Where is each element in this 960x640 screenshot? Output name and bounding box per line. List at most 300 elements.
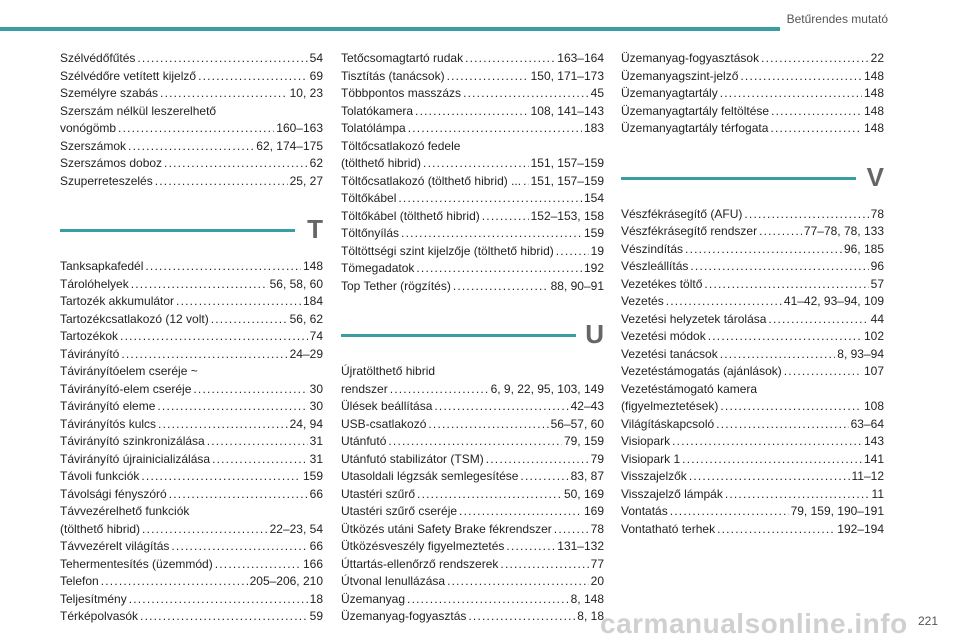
entry-title: Tetőcsomagtartó rudak	[341, 51, 464, 65]
dot-leader	[556, 243, 589, 261]
index-entry	[60, 591, 323, 609]
entry-pages: 8, 148	[570, 591, 604, 606]
entry-pages: 24, 94	[289, 416, 323, 431]
index-entry	[621, 223, 884, 241]
entry-title: rendszer	[341, 381, 388, 396]
entry-group-top	[341, 50, 604, 295]
entry-pages: 30	[309, 399, 323, 413]
dot-leader	[716, 416, 848, 434]
entry-title: Vontatás	[621, 504, 668, 518]
dot-leader	[157, 398, 307, 416]
dot-leader	[784, 363, 862, 381]
dot-leader	[390, 381, 489, 399]
index-entry	[60, 381, 323, 399]
index-entry	[621, 503, 884, 521]
index-entry	[621, 486, 884, 504]
entry-group-bottom	[621, 206, 884, 539]
index-entry	[341, 243, 604, 261]
dot-leader	[685, 241, 842, 259]
index-entry	[621, 311, 884, 329]
entry-pages: 102	[863, 329, 884, 343]
entry-pages: 79	[590, 451, 604, 466]
dot-leader	[554, 521, 589, 539]
entry-pages: 59	[309, 609, 323, 623]
dot-leader	[198, 68, 308, 86]
entry-pages: 160–163	[276, 121, 323, 135]
entry-title: Vezetési tanácsok	[621, 346, 718, 361]
entry-pages: 78	[870, 206, 884, 221]
entry-title: Tartozék akkumulátor	[60, 294, 175, 308]
entry-pages: 163–164	[557, 51, 604, 65]
entry-pages: 74	[309, 329, 323, 343]
dot-leader	[215, 556, 301, 574]
dot-leader	[398, 190, 582, 208]
entry-title: Utasoldali légzsák semlegesítése	[341, 469, 519, 483]
index-entry	[60, 398, 323, 416]
entry-title: Utánfutó stabilizátor (TSM)	[341, 451, 484, 466]
entry-title: Töltőnyílás	[341, 226, 400, 240]
index-entry	[60, 573, 323, 591]
index-entry	[341, 573, 604, 591]
entry-title: USB-csatlakozó	[341, 416, 427, 431]
entry-title: Utastéri szűrő cseréje	[341, 504, 458, 518]
entry-title: Üzemanyagtartály feltöltése	[621, 103, 770, 118]
index-entry	[60, 521, 323, 539]
index-entry	[60, 608, 323, 626]
index-entry	[341, 103, 604, 121]
entry-title: Szélvédőre vetített kijelző	[60, 68, 197, 83]
dot-leader	[500, 556, 588, 574]
index-entry	[60, 486, 323, 504]
dot-leader	[717, 521, 835, 539]
index-entry	[621, 433, 884, 451]
entry-pages: 19	[590, 243, 604, 258]
entry-pages: 148	[863, 68, 884, 83]
entry-title: Tárolóhelyek	[60, 276, 129, 291]
entry-pages: 192	[583, 261, 604, 275]
entry-pages: 77	[590, 556, 604, 571]
entry-pages: 154	[583, 191, 604, 205]
index-entry	[621, 451, 884, 469]
entry-pages: 56–57, 60	[550, 416, 604, 431]
dot-leader	[141, 468, 301, 486]
entry-title: Töltőcsatlakozó (tölthető hibrid) ...	[341, 173, 522, 188]
dot-leader	[720, 398, 862, 416]
index-entry	[621, 293, 884, 311]
dot-leader	[158, 416, 288, 434]
entry-title: Személyre szabás	[60, 86, 159, 100]
index-entry-heading: Töltőcsatlakozó fedele	[341, 138, 461, 153]
dot-leader	[486, 451, 589, 469]
entry-title: Visszajelző lámpák	[621, 486, 723, 501]
dot-leader	[771, 103, 862, 121]
entry-pages: 22	[870, 51, 884, 65]
entry-pages: 31	[309, 451, 323, 466]
entry-title: Vészleállítás	[621, 259, 689, 273]
section-letter: T	[307, 214, 323, 244]
entry-title: Távirányító eleme	[60, 399, 156, 413]
entry-pages: 79, 159	[563, 434, 604, 448]
entry-title: (tölthető hibrid)	[341, 156, 422, 170]
index-entry	[341, 68, 604, 86]
index-entry	[341, 503, 604, 521]
dot-leader	[140, 608, 308, 626]
dot-leader	[670, 503, 789, 521]
entry-title: Telefon	[60, 574, 99, 588]
entry-pages: 10, 23	[289, 86, 323, 100]
entry-title: Visiopark	[621, 434, 671, 448]
dot-leader	[506, 538, 555, 556]
index-entry	[60, 258, 323, 276]
entry-title: Üzemanyagtartály térfogata	[621, 121, 769, 135]
page-header-title: Betűrendes mutató	[786, 12, 888, 26]
entry-pages: 151, 157–159	[530, 173, 604, 188]
dot-leader	[120, 328, 308, 346]
entry-group-top	[621, 50, 884, 138]
index-entry	[341, 398, 604, 416]
index-entry-heading: Szerszám nélkül leszerelhető	[60, 103, 217, 118]
index-entry	[60, 556, 323, 574]
index-entry	[341, 155, 604, 173]
entry-pages: 159	[583, 226, 604, 240]
entry-pages: 108, 141–143	[530, 103, 604, 118]
entry-title: Vontatható terhek	[621, 521, 716, 536]
entry-title: Távirányító szinkronizálása	[60, 434, 205, 448]
entry-title: Távoli funkciók	[60, 469, 140, 483]
entry-title: Távirányító	[60, 346, 120, 361]
entry-pages: 141	[863, 451, 884, 466]
dot-leader	[193, 381, 307, 399]
dot-leader	[463, 85, 589, 103]
dot-leader	[129, 591, 308, 609]
entry-title: Ütközés utáni Safety Brake fékrendszer	[341, 521, 552, 536]
dot-leader	[169, 486, 308, 504]
entry-title: Visiopark 1	[621, 451, 681, 466]
dot-leader	[682, 451, 862, 469]
index-entry	[621, 398, 884, 416]
entry-pages: 183	[583, 121, 604, 135]
entry-title: Távirányítós kulcs	[60, 416, 157, 431]
index-entry	[621, 85, 884, 103]
entry-title: Térképolvasók	[60, 609, 139, 623]
entry-pages: 148	[302, 259, 323, 273]
index-entry	[621, 328, 884, 346]
index-entry	[341, 50, 604, 68]
entry-pages: 96, 185	[843, 241, 884, 256]
index-entry	[341, 521, 604, 539]
index-entry	[621, 346, 884, 364]
entry-title: Utánfutó	[341, 434, 387, 448]
dot-leader	[689, 468, 850, 486]
dot-leader	[482, 208, 529, 226]
index-entry	[60, 155, 323, 173]
dot-leader	[690, 258, 868, 276]
index-entry	[60, 276, 323, 294]
entry-pages: 78	[590, 521, 604, 536]
dot-leader	[672, 433, 862, 451]
entry-title: Utastéri szűrő	[341, 486, 416, 501]
index-entry	[60, 173, 323, 191]
section-letter: U	[585, 319, 604, 349]
entry-pages: 150, 171–173	[530, 68, 604, 83]
entry-title: Üzemanyagszint-jelző	[621, 68, 739, 83]
entry-pages: 148	[863, 121, 884, 135]
dot-leader	[740, 68, 862, 86]
section-divider-u	[341, 313, 604, 357]
dot-leader	[212, 451, 308, 469]
entry-pages: 41–42, 93–94, 109	[783, 294, 884, 308]
entry-pages: 63–64	[850, 416, 884, 431]
index-entry	[60, 120, 323, 138]
index-entry	[341, 85, 604, 103]
index-entry-heading: Távvezérelhető funkciók	[60, 504, 190, 518]
section-divider-v	[621, 156, 884, 200]
dot-leader	[388, 433, 562, 451]
entry-title: Ütközésveszély figyelmeztetés	[341, 539, 505, 553]
entry-pages: 45	[590, 86, 604, 100]
dot-leader	[459, 503, 582, 521]
entry-title: Távirányító újrainicializálása	[60, 451, 211, 466]
entry-pages: 62, 174–175	[256, 138, 323, 153]
dot-leader	[417, 486, 562, 504]
entry-title: Távirányító-elem cseréje	[60, 381, 192, 396]
index-entry	[621, 363, 884, 381]
entry-title: Üzemanyag	[341, 591, 406, 606]
entry-title: Szerszámos doboz	[60, 156, 163, 170]
index-entry	[341, 591, 604, 609]
section-letter: V	[866, 161, 884, 192]
entry-pages: 148	[863, 103, 884, 118]
entry-title: Üzemanyag-fogyasztások	[621, 51, 760, 65]
entry-pages: 148	[863, 86, 884, 100]
index-entry	[341, 608, 604, 626]
section-divider-t	[60, 208, 323, 252]
entry-title: Vezetékes töltő	[621, 276, 703, 291]
dot-leader	[128, 138, 254, 156]
index-entry	[621, 206, 884, 224]
dot-leader	[434, 398, 568, 416]
dot-leader	[145, 258, 301, 276]
index-entry	[341, 190, 604, 208]
entry-pages: 96	[870, 259, 884, 273]
dot-leader	[211, 311, 288, 329]
dot-leader	[468, 608, 575, 626]
entry-title: Szerszámok	[60, 138, 127, 153]
entry-group-bottom	[341, 363, 604, 626]
entry-pages: 30	[309, 381, 323, 396]
dot-leader	[744, 206, 868, 224]
entry-pages: 44	[870, 311, 884, 326]
entry-title: Úttartás-ellenőrző rendszerek	[341, 556, 499, 571]
entry-pages: 20	[590, 574, 604, 588]
index-entry	[621, 50, 884, 68]
dot-leader	[118, 120, 274, 138]
entry-pages: 79, 159, 190–191	[790, 504, 884, 518]
entry-pages: 8, 93–94	[837, 346, 884, 361]
entry-title: Tisztítás (tanácsok)	[341, 68, 445, 83]
dot-leader	[408, 120, 582, 138]
entry-pages: 107	[863, 364, 884, 378]
index-entry	[621, 276, 884, 294]
entry-title: (figyelmeztetések)	[621, 399, 719, 413]
dot-leader	[176, 293, 301, 311]
dot-leader	[453, 278, 549, 296]
watermark-logo: carmanualsonline.info	[600, 608, 908, 639]
index-entry	[60, 468, 323, 486]
entry-pages: 8, 18	[577, 609, 604, 623]
entry-title: Üzemanyag-fogyasztás	[341, 609, 467, 623]
dot-leader	[171, 538, 307, 556]
index-entry	[60, 538, 323, 556]
entry-pages: 24–29	[289, 346, 323, 361]
entry-pages: 143	[863, 434, 884, 448]
entry-pages: 22–23, 54	[269, 521, 323, 536]
index-entry	[60, 293, 323, 311]
entry-group-bottom	[60, 258, 323, 626]
entry-title: Útvonal lenullázása	[341, 574, 446, 588]
entry-pages: 169	[583, 504, 604, 518]
dot-leader	[523, 173, 529, 191]
entry-pages: 66	[309, 539, 323, 553]
entry-pages: 50, 169	[563, 486, 604, 501]
entry-title: Visszajelzők	[621, 469, 687, 483]
index-column-1	[60, 50, 323, 626]
dot-leader	[520, 468, 568, 486]
index-entry	[621, 103, 884, 121]
index-entry	[341, 486, 604, 504]
entry-pages: 83, 87	[570, 469, 604, 483]
entry-pages: 11–12	[851, 469, 884, 483]
entry-title: Töltőkábel	[341, 191, 397, 205]
entry-title: Távolsági fényszóró	[60, 486, 167, 501]
dot-leader	[447, 68, 529, 86]
index-entry	[341, 538, 604, 556]
index-entry-heading: Újratölthető hibrid	[341, 364, 436, 378]
dot-leader	[447, 573, 589, 591]
index-entry	[341, 260, 604, 278]
entry-pages: 57	[870, 276, 884, 291]
dot-leader	[770, 120, 862, 138]
entry-pages: 18	[309, 591, 323, 606]
entry-pages: 88, 90–91	[550, 278, 604, 293]
entry-pages: 56, 58, 60	[269, 276, 323, 291]
index-entry	[60, 433, 323, 451]
index-entry	[621, 258, 884, 276]
entry-title: Tömegadatok	[341, 261, 415, 275]
dot-leader	[407, 591, 569, 609]
index-entry-heading: Vezetéstámogató kamera	[621, 381, 758, 396]
entry-pages: 62	[309, 156, 323, 170]
entry-title: Vezetési módok	[621, 329, 706, 343]
index-entry	[341, 173, 604, 191]
dot-leader	[101, 573, 248, 591]
entry-title: Ülések beállítása	[341, 399, 433, 413]
dot-leader	[720, 346, 836, 364]
dot-leader	[142, 521, 268, 539]
index-entry	[621, 468, 884, 486]
index-entry	[341, 208, 604, 226]
entry-pages: 66	[309, 486, 323, 501]
entry-pages: 56, 62	[289, 311, 323, 326]
entry-title: Világításkapcsoló	[621, 416, 715, 431]
entry-pages: 42–43	[570, 399, 604, 413]
entry-title: Teljesítmény	[60, 591, 127, 606]
entry-pages: 166	[302, 556, 323, 571]
entry-title: Vezetési helyzetek tárolása	[621, 311, 767, 326]
dot-leader	[207, 433, 308, 451]
dot-leader	[725, 486, 870, 504]
index-entry	[621, 521, 884, 539]
index-entry	[621, 120, 884, 138]
index-entry	[341, 416, 604, 434]
index-column-2	[341, 50, 604, 626]
index-entry	[341, 225, 604, 243]
index-entry	[341, 468, 604, 486]
index-entry	[60, 50, 323, 68]
entry-pages: 54	[309, 51, 323, 65]
index-entry	[341, 278, 604, 296]
section-rule	[621, 177, 856, 180]
dot-leader	[720, 85, 862, 103]
index-entry	[341, 451, 604, 469]
dot-leader	[164, 155, 308, 173]
dot-leader	[131, 276, 268, 294]
entry-pages: 205–206, 210	[249, 574, 323, 588]
entry-title: Vészfékrásegítő (AFU)	[621, 206, 743, 221]
dot-leader	[416, 260, 582, 278]
index-entry	[341, 433, 604, 451]
dot-leader	[155, 173, 288, 191]
index-entry-heading: Távirányítóelem cseréje ~	[60, 364, 198, 378]
index-entry	[60, 328, 323, 346]
entry-title: Tolatókamera	[341, 103, 414, 118]
index-entry	[60, 138, 323, 156]
entry-title: Tartozékok	[60, 329, 119, 343]
index-entry	[341, 381, 604, 399]
entry-title: Töltöttségi szint kijelzője (tölthető hibrid)	[341, 243, 554, 258]
dot-leader	[465, 50, 555, 68]
index-entry	[341, 556, 604, 574]
dot-leader	[708, 328, 862, 346]
entry-title: Szélvédőfűtés	[60, 51, 136, 65]
entry-title: Vezetéstámogatás (ajánlások)	[621, 364, 782, 378]
entry-pages: 151, 157–159	[530, 156, 604, 170]
entry-title: Vészfékrásegítő rendszer	[621, 224, 758, 238]
dot-leader	[768, 311, 868, 329]
entry-title: Tolatólámpa	[341, 121, 406, 135]
entry-title: (tölthető hibrid)	[60, 521, 141, 536]
entry-title: Tehermentesítés (üzemmód)	[60, 556, 213, 571]
dot-leader	[137, 50, 307, 68]
entry-title: Tanksapkafedél	[60, 259, 144, 273]
entry-title: Üzemanyagtartály	[621, 86, 718, 100]
entry-pages: 131–132	[557, 539, 604, 553]
entry-title: Vészindítás	[621, 241, 684, 256]
entry-pages: 11	[871, 486, 884, 501]
dot-leader	[423, 155, 529, 173]
entry-pages: 69	[309, 68, 323, 83]
entry-title: Szuperreteszelés	[60, 173, 153, 188]
entry-pages: 184	[302, 294, 323, 308]
index-entry	[60, 68, 323, 86]
entry-pages: 159	[302, 469, 323, 483]
index-entry	[60, 85, 323, 103]
index-entry	[60, 416, 323, 434]
dot-leader	[160, 85, 288, 103]
index-entry	[621, 416, 884, 434]
header-accent-bar	[0, 27, 780, 31]
dot-leader	[704, 276, 868, 294]
